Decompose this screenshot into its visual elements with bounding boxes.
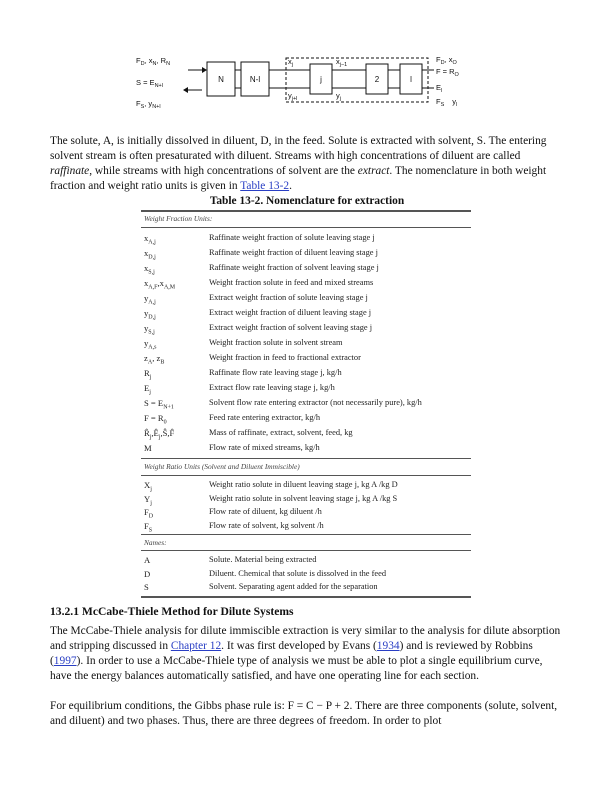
table-row [141, 443, 471, 456]
symbol-cell: $x_{A,F},x_{A,M}$ [144, 278, 176, 291]
symbol-cell: $y_{D,j}$ [144, 308, 156, 321]
description-cell: Raffinate flow rate leaving stage j, kg/h [209, 368, 342, 377]
description-cell: Solute. Material being extracted [209, 555, 317, 564]
description-cell: Extract flow rate leaving stage j, kg/h [209, 383, 335, 392]
extraction-cascade-diagram [130, 50, 490, 130]
description-cell: Diluent. Chemical that solute is dissolved in the feed [209, 568, 387, 578]
svg-text:xj: $x_j$ [288, 57, 293, 68]
symbol-cell: $R_j$ [144, 368, 152, 381]
table-row [141, 383, 471, 396]
table-row [141, 480, 471, 493]
symbol-cell: $S = E_{N+1}$ [144, 398, 174, 411]
description-cell: Raffinate weight fraction of solute leaving stage j [209, 233, 375, 242]
symbol-cell: $R̂_j,Ê_j,Ŝ,F̂$ [144, 428, 175, 441]
description-cell: Solvent flow rate entering extractor (not necessarily pure), kg/h [209, 398, 422, 407]
table-row [141, 278, 471, 291]
symbol-cell: A [144, 555, 151, 565]
description-cell: Flow rate of solvent, kg solvent /h [209, 520, 324, 530]
description-cell: Weight ratio solute in diluent leaving stage j, kg A /kg D [209, 480, 398, 489]
table-row [141, 293, 471, 306]
table-row [141, 248, 471, 261]
label-right-1: $F_D$, $x_O$ [436, 55, 457, 66]
symbol-cell: M [144, 443, 152, 453]
label-right-4: $F_S$ $y_l$ [436, 97, 458, 108]
symbol-cell: $y_{A,j}$ [144, 293, 156, 306]
section-heading: 13.2.1 McCabe-Thiele Method for Dilute Systems [50, 605, 294, 618]
table-row [141, 263, 471, 276]
table-caption: Table 13-2. Nomenclature for extraction [209, 195, 405, 207]
svg-text:j: j [320, 75, 322, 84]
table-row [141, 428, 471, 441]
description-cell: Flow rate of diluent, kg diluent /h [209, 507, 322, 516]
description-cell: Weight ratio solute in solvent leaving stage j, kg A /kg S [209, 493, 398, 503]
label-right-2: $F = R_O$ [436, 67, 459, 78]
description-cell: Solvent. Separating agent added for the separation [209, 582, 378, 591]
table-row [141, 398, 471, 411]
table-row [141, 323, 471, 336]
label-right-3: $E_l$ [436, 83, 443, 94]
description-cell: Extract weight fraction of solute leaving stage j [209, 293, 368, 302]
symbol-cell: $Y_j$ [144, 493, 152, 507]
svg-text:l: l [410, 75, 412, 84]
section-weight-fraction: Weight Fraction Units: [144, 214, 213, 223]
section-names: Names: [144, 538, 167, 547]
label-fs: $F_S$, $y_{N+l}$ [136, 99, 161, 110]
description-cell: Weight fraction solute in feed and mixed streams [209, 278, 374, 287]
table-row [141, 582, 471, 595]
description-cell: Extract weight fraction of diluent leaving stage j [209, 308, 372, 317]
symbol-cell: $E_j$ [144, 383, 151, 396]
svg-text:N: N [218, 75, 224, 84]
symbol-cell: $x_{D,j}$ [144, 248, 156, 261]
table-row [141, 233, 471, 246]
symbol-cell: D [144, 568, 151, 579]
description-cell: Weight fraction solute in solvent stream [209, 338, 343, 347]
label-solvent: $S = E_{N+l}$ [136, 78, 163, 89]
symbol-cell: $x_{A,j}$ [144, 233, 156, 246]
svg-text:2: 2 [374, 75, 380, 84]
table-13-2-link[interactable]: Table 13-2 [240, 180, 290, 192]
symbol-cell: $F_D$ [144, 507, 154, 520]
symbol-cell: $y_{S,j}$ [144, 323, 155, 336]
description-cell: Weight fraction in feed to fractional extractor [209, 353, 361, 362]
description-cell: Flow rate of mixed streams, kg/h [209, 443, 320, 452]
symbol-cell: $x_{S,j}$ [144, 263, 155, 276]
table-row [141, 494, 471, 507]
table-row [141, 521, 471, 534]
nomenclature-table [141, 210, 471, 598]
symbol-cell: $F = R_0$ [144, 413, 167, 426]
table-row [141, 338, 471, 351]
description-cell: Raffinate weight fraction of diluent leaving stage j [209, 248, 378, 257]
evans-1934-link[interactable]: 1934 [376, 640, 400, 652]
table-row [141, 555, 471, 568]
table-row [141, 569, 471, 582]
robbins-1997-link[interactable]: 1997 [53, 655, 77, 667]
table-row [141, 353, 471, 366]
description-cell: Mass of raffinate, extract, solvent, feed, kg [209, 428, 353, 437]
svg-text:xj−1: $x_{j-1}$ [336, 57, 348, 68]
symbol-cell: $F_S$ [144, 520, 153, 534]
symbol-cell: S [144, 582, 149, 592]
description-cell: Extract weight fraction of solvent leaving stage j [209, 323, 373, 332]
label-feed: $F_D$, $x_N$, $R_N$ [136, 56, 171, 67]
table-row [141, 368, 471, 381]
mccabe-thiele-paragraph: The McCabe-Thiele analysis for dilute immiscible extraction is very similar to the analysis for dilute absorption and stripping discussed in Chapter 12. It was first developed by Evans (1934) and is reviewed by Robbins (1997). In order to use a McCabe-Thiele type of analysis we must be able to plot a single equilibrium curve, have the energy balances automatically satisfied, and have one operating line for each section. [50, 625, 561, 682]
table-row [141, 308, 471, 321]
symbol-cell: $z_A$, $z_B$ [144, 353, 165, 366]
section-weight-ratio: Weight Ratio Units (Solvent and Diluent Immiscible) [144, 462, 300, 471]
svg-text:N-l: N-l [249, 75, 261, 84]
description-cell: Feed rate entering extractor, kg/h [209, 413, 321, 422]
symbol-cell: $X_j$ [144, 480, 152, 493]
description-cell: Raffinate weight fraction of solvent leaving stage j [209, 263, 379, 272]
symbol-cell: $y_{A,s}$ [144, 338, 157, 351]
svg-text:yj+l: $y_{j+l}$ [288, 91, 298, 102]
table-row [141, 413, 471, 426]
intro-paragraph: The solute, A, is initially dissolved in diluent, D, in the feed. Solute is extracted with solvent, S. The entering solvent stream is often presaturated with diluent. Streams with high concentrations of diluent are called raffinate, while streams with high concentrations of solvent are the extract. The nomenclature in both weight fraction and weight ratio units is given in Table 13-2. [50, 135, 547, 192]
svg-text:yj: $y_j$ [336, 91, 341, 102]
gibbs-phase-rule-paragraph: For equilibrium conditions, the Gibbs phase rule is: F = C − P + 2. There are three components (solute, solvent, and diluent) and two phases. Thus, there are three degrees of freedom. In order to plot [50, 700, 558, 727]
chapter-12-link[interactable]: Chapter 12 [170, 640, 222, 652]
table-row [141, 507, 471, 520]
